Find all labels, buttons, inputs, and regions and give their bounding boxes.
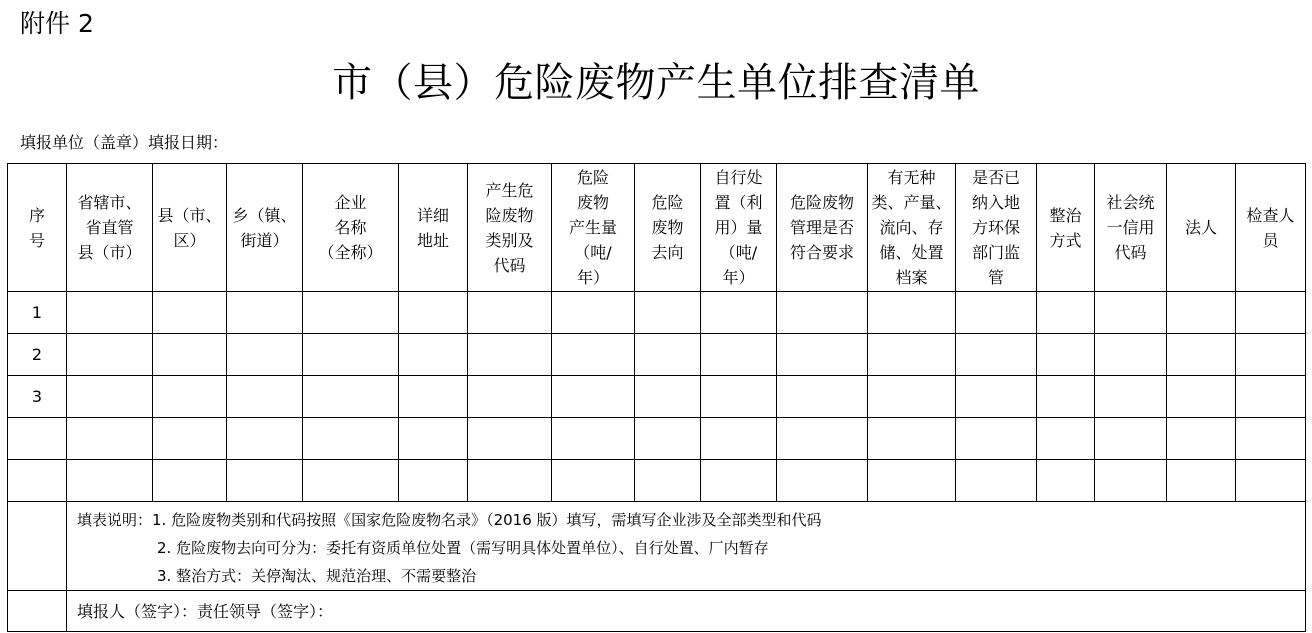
table-cell[interactable]: [67, 334, 153, 376]
table-cell[interactable]: [777, 292, 868, 334]
table-cell[interactable]: [227, 334, 303, 376]
note-line-1: 填表说明：1. 危险废物类别和代码按照《国家危险废物名录》（2016 版）填写，需填写企业涉及全部类型和代码: [77, 511, 822, 529]
fill-info-line: 填报单位（盖章）填报日期：: [20, 133, 229, 152]
col-header-supervision: 是否已 纳入地 方环保 部门监 管: [956, 164, 1037, 292]
table-cell[interactable]: [956, 334, 1037, 376]
table-cell[interactable]: [67, 418, 153, 460]
table-cell[interactable]: [701, 292, 777, 334]
table-cell[interactable]: [1095, 376, 1167, 418]
attachment-label: 附件 2: [20, 9, 94, 38]
table-cell[interactable]: [956, 418, 1037, 460]
table-cell[interactable]: [303, 376, 399, 418]
col-header-waste-category: 产生危 险废物 类别及 代码: [468, 164, 552, 292]
table-cell[interactable]: [1167, 460, 1236, 502]
table-cell[interactable]: [777, 334, 868, 376]
table-row: [8, 376, 1306, 418]
table-cell[interactable]: [67, 460, 153, 502]
table-cell[interactable]: [777, 460, 868, 502]
col-header-waste-amount: 危险 废物 产生量 （吨/ 年）: [552, 164, 635, 292]
table-row: [8, 292, 1306, 334]
table-cell[interactable]: [635, 376, 701, 418]
table-header-row: [8, 164, 1306, 292]
document-title: 市（县）危险废物产生单位排查清单: [332, 60, 980, 106]
table-cell[interactable]: [1095, 460, 1167, 502]
table-cell[interactable]: [552, 292, 635, 334]
table-cell[interactable]: [399, 460, 468, 502]
notes-cell: [67, 502, 1306, 591]
table-cell[interactable]: [468, 376, 552, 418]
table-cell[interactable]: [1095, 292, 1167, 334]
row-number-cell[interactable]: [8, 418, 67, 460]
table-cell[interactable]: [303, 418, 399, 460]
col-header-records: 有无种 类、产量、 流向、存 储、处置 档案: [868, 164, 956, 292]
col-header-credit-code: 社会统 一信用 代码: [1095, 164, 1167, 292]
col-header-legal-person: 法人: [1167, 164, 1236, 292]
table-cell[interactable]: [1037, 334, 1095, 376]
col-header-address: 详细 地址: [399, 164, 468, 292]
notes-row: [8, 502, 1306, 591]
note-line-3: 3. 整治方式：关停淘汰、规范治理、不需要整治: [157, 567, 477, 585]
table-cell[interactable]: [1037, 292, 1095, 334]
table-cell[interactable]: [552, 376, 635, 418]
table-cell[interactable]: [1167, 418, 1236, 460]
table-cell[interactable]: [1236, 292, 1306, 334]
table-cell[interactable]: [701, 460, 777, 502]
table-cell[interactable]: [153, 292, 227, 334]
table-cell[interactable]: [956, 292, 1037, 334]
table-cell[interactable]: [1236, 334, 1306, 376]
table-cell[interactable]: [399, 376, 468, 418]
table-cell[interactable]: [153, 460, 227, 502]
table-cell[interactable]: [399, 292, 468, 334]
signature-row: [8, 591, 1306, 632]
table-cell[interactable]: [399, 334, 468, 376]
notes-spacer-cell: [8, 502, 67, 591]
col-header-self-disposal: 自行处 置（利 用）量 （吨/ 年）: [701, 164, 777, 292]
table-cell[interactable]: [868, 292, 956, 334]
table-cell[interactable]: [701, 418, 777, 460]
table-cell[interactable]: [701, 334, 777, 376]
table-cell[interactable]: [1167, 334, 1236, 376]
col-header-compliance: 危险废物 管理是否 符合要求: [777, 164, 868, 292]
table-cell[interactable]: [303, 460, 399, 502]
table-cell[interactable]: [67, 292, 153, 334]
table-cell[interactable]: [777, 376, 868, 418]
table-cell[interactable]: [635, 418, 701, 460]
table-cell[interactable]: [468, 460, 552, 502]
table-cell[interactable]: [468, 292, 552, 334]
col-header-county: 县（市、 区）: [153, 164, 227, 292]
table-cell[interactable]: [868, 376, 956, 418]
col-header-company-name: 企业 名称 （全称）: [303, 164, 399, 292]
table-cell[interactable]: [468, 334, 552, 376]
col-header-serial: 序 号: [8, 164, 67, 292]
table-cell[interactable]: [303, 334, 399, 376]
table-cell[interactable]: [153, 334, 227, 376]
table-cell[interactable]: [1037, 418, 1095, 460]
row-number-cell[interactable]: 3: [8, 376, 67, 418]
table-cell[interactable]: [1236, 418, 1306, 460]
table-cell[interactable]: [1095, 334, 1167, 376]
table-cell[interactable]: [227, 460, 303, 502]
table-cell[interactable]: [552, 460, 635, 502]
table-cell[interactable]: [153, 376, 227, 418]
table-cell[interactable]: [956, 376, 1037, 418]
table-cell[interactable]: [1037, 376, 1095, 418]
table-cell[interactable]: [956, 460, 1037, 502]
table-cell[interactable]: [1167, 292, 1236, 334]
col-header-remediation: 整治 方式: [1037, 164, 1095, 292]
table-body: [8, 292, 1306, 502]
table-cell[interactable]: [468, 418, 552, 460]
table-cell[interactable]: [868, 418, 956, 460]
signature-spacer-cell: [8, 591, 67, 632]
table-cell[interactable]: [868, 460, 956, 502]
table-cell[interactable]: [552, 418, 635, 460]
table-cell[interactable]: [227, 292, 303, 334]
table-cell[interactable]: [777, 418, 868, 460]
table-cell[interactable]: [868, 334, 956, 376]
signature-cell: 填报人（签字）：责任领导（签字）：: [67, 591, 1306, 632]
table-cell[interactable]: [635, 460, 701, 502]
table-cell[interactable]: [635, 292, 701, 334]
note-line-2: 2. 危险废物去向可分为：委托有资质单位处置（需写明具体处置单位）、自行处置、厂内暂存: [157, 539, 769, 557]
table-row: [8, 334, 1306, 376]
table-cell[interactable]: [67, 376, 153, 418]
col-header-town: 乡（镇、 街道）: [227, 164, 303, 292]
table-cell[interactable]: [399, 418, 468, 460]
row-number-cell[interactable]: 1: [8, 292, 67, 334]
col-header-waste-destination: 危险 废物 去向: [635, 164, 701, 292]
table-cell[interactable]: [303, 292, 399, 334]
inspection-table: [7, 163, 1306, 632]
row-number-cell[interactable]: [8, 460, 67, 502]
table-cell[interactable]: [701, 376, 777, 418]
table-row: [8, 460, 1306, 502]
row-number-cell[interactable]: 2: [8, 334, 67, 376]
table-cell[interactable]: [227, 376, 303, 418]
table-cell[interactable]: [1095, 418, 1167, 460]
table-cell[interactable]: [1236, 376, 1306, 418]
table-cell[interactable]: [227, 418, 303, 460]
table-cell[interactable]: [1167, 376, 1236, 418]
table-cell[interactable]: [1037, 460, 1095, 502]
col-header-city: 省辖市、 省直管 县（市）: [67, 164, 153, 292]
col-header-inspector: 检查人 员: [1236, 164, 1306, 292]
table-cell[interactable]: [635, 334, 701, 376]
table-cell[interactable]: [1236, 460, 1306, 502]
table-row: [8, 418, 1306, 460]
table-cell[interactable]: [153, 418, 227, 460]
table-cell[interactable]: [552, 334, 635, 376]
